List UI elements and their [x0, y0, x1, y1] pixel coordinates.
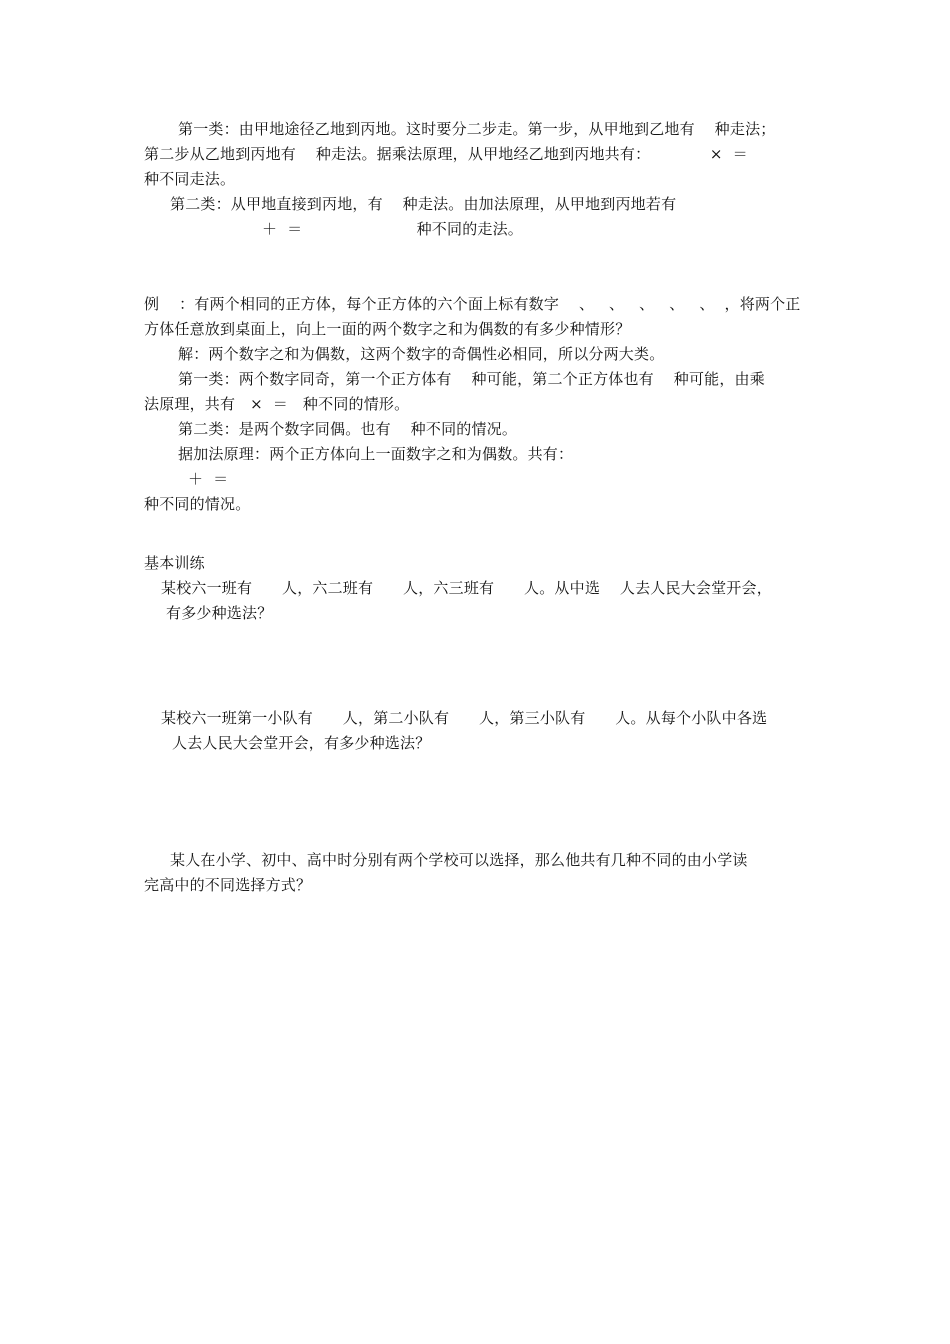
example-line: 方体任意放到桌面上，向上一面的两个数字之和为偶数的有多少种情形？: [144, 320, 631, 338]
paragraph-line: 第一类：由甲地途径乙地到丙地。这时要分二步走。第一步，从甲地到乙地有 种走法；: [178, 120, 776, 138]
paragraph-line: 第二步从乙地到丙地有 种走法。据乘法原理，从甲地经乙地到丙地共有： × ＝: [144, 145, 748, 163]
paragraph-line: 种不同走法。: [144, 170, 236, 188]
problem-line: 有多少种选法？: [166, 604, 273, 622]
example-line: 第二类：是两个数字同偶。也有 种不同的情况。: [178, 420, 518, 438]
example-line: ＋ ＝: [188, 470, 229, 488]
problem-line: 某校六一班第一小队有 人，第二小队有 人，第三小队有 人。从每个小队中各选: [161, 709, 768, 727]
problem-line: 某校六一班有 人，六二班有 人，六三班有 人。从中选 人去人民大会堂开会，: [161, 579, 772, 597]
problem-line: 完高中的不同选择方式？: [144, 876, 312, 894]
example-line: 据加法原理：两个正方体向上一面数字之和为偶数。共有：: [178, 445, 574, 463]
example-line: 例 ：有两个相同的正方体，每个正方体的六个面上标有数字 、 、 、 、 、 ，将两个正: [144, 295, 801, 313]
problem-line: 某人在小学、初中、高中时分别有两个学校可以选择，那么他共有几种不同的由小学读: [170, 851, 748, 869]
example-line: 第一类：两个数字同奇，第一个正方体有 种可能，第二个正方体也有 种可能，由乘: [178, 370, 765, 388]
example-line: 法原理，共有 × ＝ 种不同的情形。: [144, 395, 410, 413]
paragraph-line: ＋ ＝ 种不同的走法。: [262, 220, 524, 238]
paragraph-line: 第二类：从甲地直接到丙地，有 种走法。由加法原理，从甲地到丙地若有: [170, 195, 677, 213]
example-line: 种不同的情况。: [144, 495, 251, 513]
section-heading: 基本训练: [144, 554, 205, 572]
problem-line: 人去人民大会堂开会，有多少种选法？: [172, 734, 431, 752]
example-line: 解：两个数字之和为偶数，这两个数字的奇偶性必相同，所以分两大类。: [178, 345, 665, 363]
